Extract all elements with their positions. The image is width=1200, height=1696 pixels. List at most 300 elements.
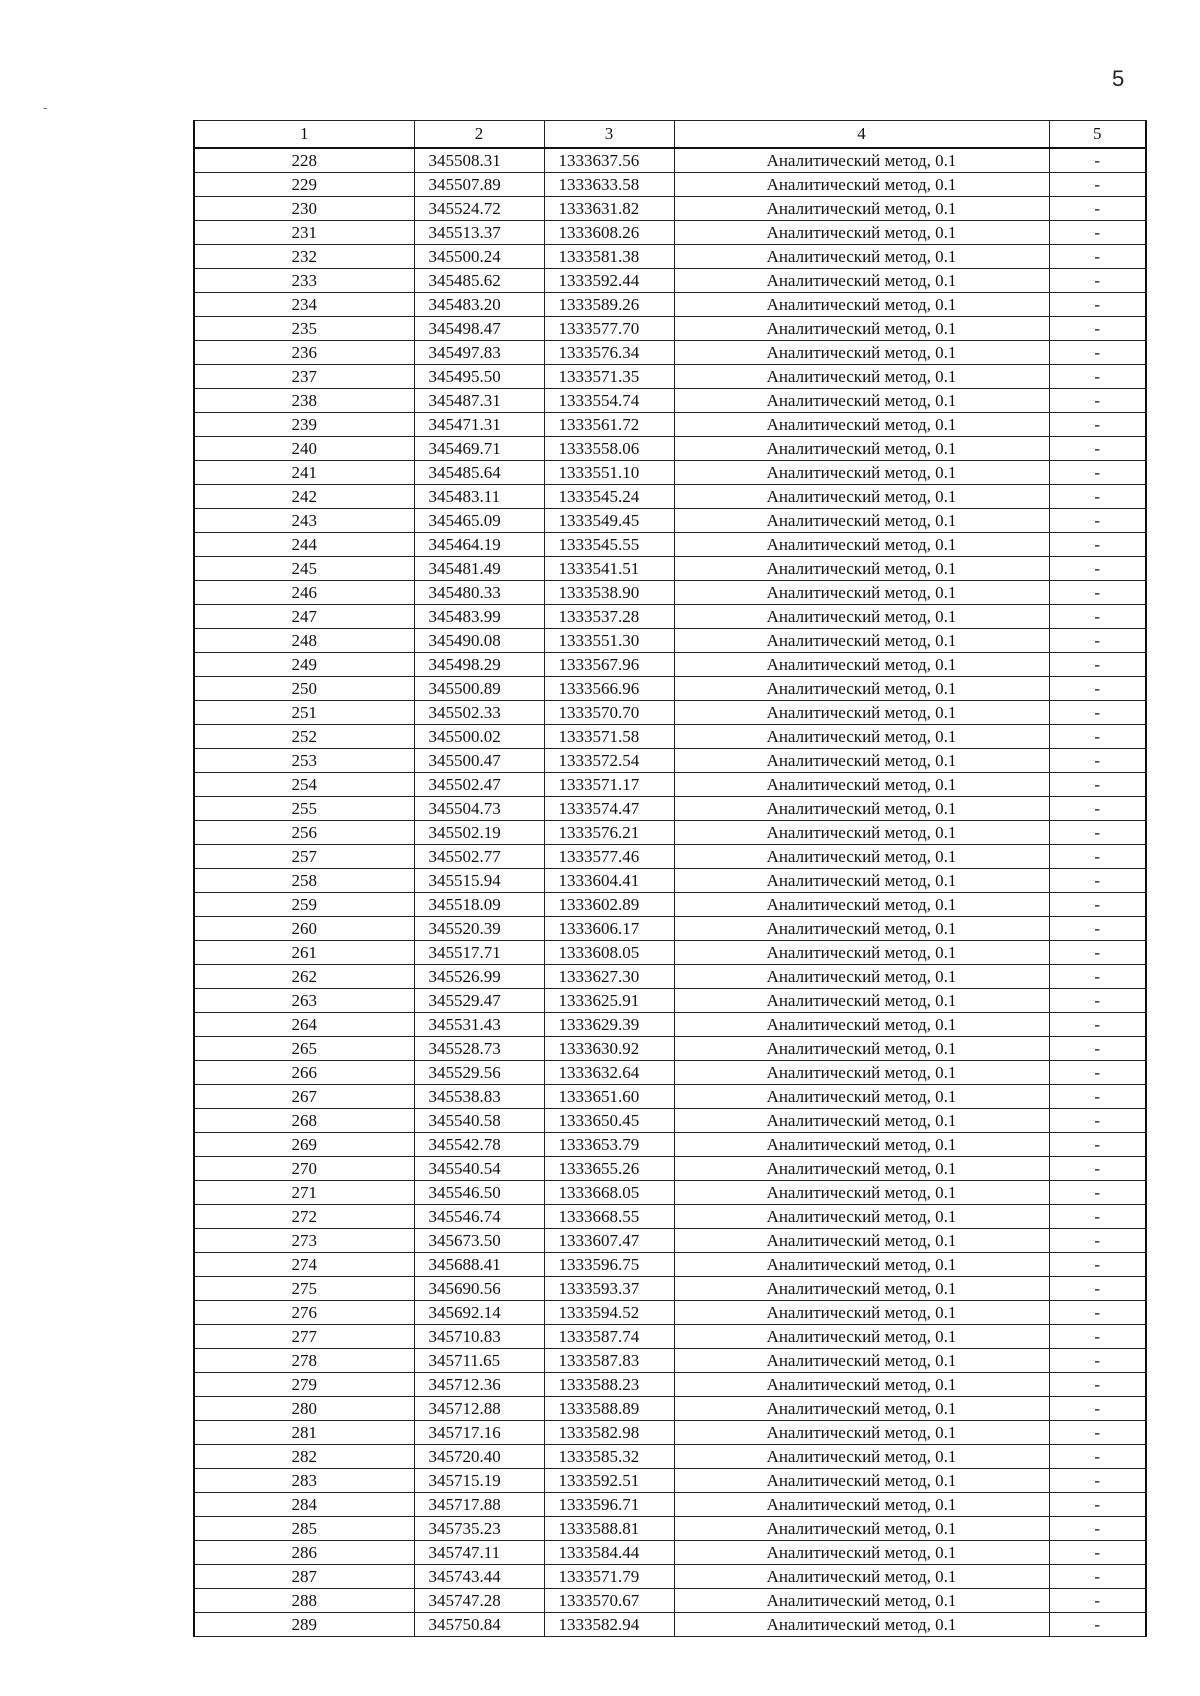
note-cell: - xyxy=(1049,1013,1146,1037)
table-body xyxy=(194,148,1146,1637)
x-coordinate-cell: 345483.20 xyxy=(414,293,544,317)
table-row xyxy=(194,509,1146,533)
x-coordinate-cell: 345688.41 xyxy=(414,1253,544,1277)
x-coordinate-cell: 345498.29 xyxy=(414,653,544,677)
point-number-cell: 263 xyxy=(194,989,414,1013)
method-cell: Аналитический метод, 0.1 xyxy=(674,1349,1049,1373)
note-cell: - xyxy=(1049,1061,1146,1085)
table-row xyxy=(194,1325,1146,1349)
y-coordinate-cell: 1333571.17 xyxy=(544,773,674,797)
table-row xyxy=(194,1349,1146,1373)
table-row xyxy=(194,1397,1146,1421)
note-cell: - xyxy=(1049,317,1146,341)
table-row xyxy=(194,221,1146,245)
note-cell: - xyxy=(1049,1157,1146,1181)
y-coordinate-cell: 1333593.37 xyxy=(544,1277,674,1301)
note-cell: - xyxy=(1049,1085,1146,1109)
point-number-cell: 260 xyxy=(194,917,414,941)
x-coordinate-cell: 345490.08 xyxy=(414,629,544,653)
x-coordinate-cell: 345500.47 xyxy=(414,749,544,773)
method-cell: Аналитический метод, 0.1 xyxy=(674,581,1049,605)
note-cell: - xyxy=(1049,1229,1146,1253)
x-coordinate-cell: 345502.19 xyxy=(414,821,544,845)
y-coordinate-cell: 1333594.52 xyxy=(544,1301,674,1325)
note-cell: - xyxy=(1049,245,1146,269)
x-coordinate-cell: 345471.31 xyxy=(414,413,544,437)
table-row xyxy=(194,773,1146,797)
method-cell: Аналитический метод, 0.1 xyxy=(674,797,1049,821)
x-coordinate-cell: 345540.54 xyxy=(414,1157,544,1181)
y-coordinate-cell: 1333541.51 xyxy=(544,557,674,581)
x-coordinate-cell: 345504.73 xyxy=(414,797,544,821)
y-coordinate-cell: 1333625.91 xyxy=(544,989,674,1013)
note-cell: - xyxy=(1049,1037,1146,1061)
x-coordinate-cell: 345743.44 xyxy=(414,1565,544,1589)
x-coordinate-cell: 345495.50 xyxy=(414,365,544,389)
method-cell: Аналитический метод, 0.1 xyxy=(674,1085,1049,1109)
point-number-cell: 281 xyxy=(194,1421,414,1445)
method-cell: Аналитический метод, 0.1 xyxy=(674,365,1049,389)
note-cell: - xyxy=(1049,413,1146,437)
y-coordinate-cell: 1333576.34 xyxy=(544,341,674,365)
x-coordinate-cell: 345747.11 xyxy=(414,1541,544,1565)
method-cell: Аналитический метод, 0.1 xyxy=(674,1133,1049,1157)
method-cell: Аналитический метод, 0.1 xyxy=(674,1013,1049,1037)
method-cell: Аналитический метод, 0.1 xyxy=(674,1397,1049,1421)
point-number-cell: 243 xyxy=(194,509,414,533)
x-coordinate-cell: 345538.83 xyxy=(414,1085,544,1109)
table-row xyxy=(194,1061,1146,1085)
method-cell: Аналитический метод, 0.1 xyxy=(674,1181,1049,1205)
point-number-cell: 261 xyxy=(194,941,414,965)
table-row xyxy=(194,461,1146,485)
method-cell: Аналитический метод, 0.1 xyxy=(674,893,1049,917)
method-cell: Аналитический метод, 0.1 xyxy=(674,677,1049,701)
point-number-cell: 253 xyxy=(194,749,414,773)
coordinates-table xyxy=(193,120,1147,1637)
header-col-4: 4 xyxy=(674,121,1049,149)
note-cell: - xyxy=(1049,1349,1146,1373)
x-coordinate-cell: 345524.72 xyxy=(414,197,544,221)
y-coordinate-cell: 1333572.54 xyxy=(544,749,674,773)
point-number-cell: 235 xyxy=(194,317,414,341)
method-cell: Аналитический метод, 0.1 xyxy=(674,1589,1049,1613)
method-cell: Аналитический метод, 0.1 xyxy=(674,605,1049,629)
y-coordinate-cell: 1333551.10 xyxy=(544,461,674,485)
table-row xyxy=(194,1541,1146,1565)
note-cell: - xyxy=(1049,965,1146,989)
y-coordinate-cell: 1333582.94 xyxy=(544,1613,674,1637)
x-coordinate-cell: 345712.88 xyxy=(414,1397,544,1421)
y-coordinate-cell: 1333630.92 xyxy=(544,1037,674,1061)
point-number-cell: 256 xyxy=(194,821,414,845)
table-row xyxy=(194,1277,1146,1301)
method-cell: Аналитический метод, 0.1 xyxy=(674,485,1049,509)
note-cell: - xyxy=(1049,749,1146,773)
point-number-cell: 257 xyxy=(194,845,414,869)
note-cell: - xyxy=(1049,389,1146,413)
y-coordinate-cell: 1333592.51 xyxy=(544,1469,674,1493)
point-number-cell: 231 xyxy=(194,221,414,245)
point-number-cell: 272 xyxy=(194,1205,414,1229)
table-row xyxy=(194,821,1146,845)
header-col-2: 2 xyxy=(414,121,544,149)
y-coordinate-cell: 1333570.67 xyxy=(544,1589,674,1613)
y-coordinate-cell: 1333538.90 xyxy=(544,581,674,605)
note-cell: - xyxy=(1049,1277,1146,1301)
method-cell: Аналитический метод, 0.1 xyxy=(674,148,1049,173)
point-number-cell: 254 xyxy=(194,773,414,797)
method-cell: Аналитический метод, 0.1 xyxy=(674,1109,1049,1133)
x-coordinate-cell: 345711.65 xyxy=(414,1349,544,1373)
y-coordinate-cell: 1333545.24 xyxy=(544,485,674,509)
method-cell: Аналитический метод, 0.1 xyxy=(674,1517,1049,1541)
table-row xyxy=(194,701,1146,725)
table-row xyxy=(194,173,1146,197)
table-row xyxy=(194,893,1146,917)
y-coordinate-cell: 1333549.45 xyxy=(544,509,674,533)
table-row xyxy=(194,1469,1146,1493)
note-cell: - xyxy=(1049,173,1146,197)
table-row xyxy=(194,1157,1146,1181)
note-cell: - xyxy=(1049,1133,1146,1157)
note-cell: - xyxy=(1049,1421,1146,1445)
method-cell: Аналитический метод, 0.1 xyxy=(674,917,1049,941)
method-cell: Аналитический метод, 0.1 xyxy=(674,1373,1049,1397)
x-coordinate-cell: 345502.33 xyxy=(414,701,544,725)
table-row xyxy=(194,245,1146,269)
y-coordinate-cell: 1333653.79 xyxy=(544,1133,674,1157)
x-coordinate-cell: 345720.40 xyxy=(414,1445,544,1469)
x-coordinate-cell: 345673.50 xyxy=(414,1229,544,1253)
method-cell: Аналитический метод, 0.1 xyxy=(674,1229,1049,1253)
x-coordinate-cell: 345715.19 xyxy=(414,1469,544,1493)
x-coordinate-cell: 345469.71 xyxy=(414,437,544,461)
note-cell: - xyxy=(1049,917,1146,941)
x-coordinate-cell: 345507.89 xyxy=(414,173,544,197)
table-row xyxy=(194,1109,1146,1133)
note-cell: - xyxy=(1049,1493,1146,1517)
point-number-cell: 242 xyxy=(194,485,414,509)
point-number-cell: 277 xyxy=(194,1325,414,1349)
method-cell: Аналитический метод, 0.1 xyxy=(674,293,1049,317)
y-coordinate-cell: 1333627.30 xyxy=(544,965,674,989)
table-row xyxy=(194,557,1146,581)
method-cell: Аналитический метод, 0.1 xyxy=(674,1325,1049,1349)
y-coordinate-cell: 1333631.82 xyxy=(544,197,674,221)
point-number-cell: 250 xyxy=(194,677,414,701)
point-number-cell: 288 xyxy=(194,1589,414,1613)
note-cell: - xyxy=(1049,557,1146,581)
note-cell: - xyxy=(1049,1517,1146,1541)
note-cell: - xyxy=(1049,845,1146,869)
y-coordinate-cell: 1333577.70 xyxy=(544,317,674,341)
table-row xyxy=(194,677,1146,701)
table-row xyxy=(194,1565,1146,1589)
point-number-cell: 274 xyxy=(194,1253,414,1277)
x-coordinate-cell: 345464.19 xyxy=(414,533,544,557)
point-number-cell: 287 xyxy=(194,1565,414,1589)
table-row xyxy=(194,1037,1146,1061)
table-row xyxy=(194,725,1146,749)
point-number-cell: 241 xyxy=(194,461,414,485)
page-number: 5 xyxy=(1112,66,1125,91)
x-coordinate-cell: 345529.56 xyxy=(414,1061,544,1085)
table-row xyxy=(194,1181,1146,1205)
y-coordinate-cell: 1333561.72 xyxy=(544,413,674,437)
table-row xyxy=(194,653,1146,677)
x-coordinate-cell: 345750.84 xyxy=(414,1613,544,1637)
y-coordinate-cell: 1333651.60 xyxy=(544,1085,674,1109)
method-cell: Аналитический метод, 0.1 xyxy=(674,269,1049,293)
x-coordinate-cell: 345513.37 xyxy=(414,221,544,245)
method-cell: Аналитический метод, 0.1 xyxy=(674,1541,1049,1565)
point-number-cell: 262 xyxy=(194,965,414,989)
point-number-cell: 248 xyxy=(194,629,414,653)
table-row xyxy=(194,1253,1146,1277)
table-row xyxy=(194,197,1146,221)
note-cell: - xyxy=(1049,893,1146,917)
x-coordinate-cell: 345500.02 xyxy=(414,725,544,749)
table-row xyxy=(194,341,1146,365)
x-coordinate-cell: 345690.56 xyxy=(414,1277,544,1301)
table-row xyxy=(194,1085,1146,1109)
method-cell: Аналитический метод, 0.1 xyxy=(674,1493,1049,1517)
method-cell: Аналитический метод, 0.1 xyxy=(674,317,1049,341)
note-cell: - xyxy=(1049,677,1146,701)
table-row xyxy=(194,797,1146,821)
table-row xyxy=(194,413,1146,437)
table-row xyxy=(194,148,1146,173)
y-coordinate-cell: 1333604.41 xyxy=(544,869,674,893)
note-cell: - xyxy=(1049,437,1146,461)
table-row xyxy=(194,1589,1146,1613)
table-row xyxy=(194,485,1146,509)
note-cell: - xyxy=(1049,1589,1146,1613)
table-row xyxy=(194,1205,1146,1229)
y-coordinate-cell: 1333537.28 xyxy=(544,605,674,629)
point-number-cell: 245 xyxy=(194,557,414,581)
note-cell: - xyxy=(1049,1445,1146,1469)
method-cell: Аналитический метод, 0.1 xyxy=(674,437,1049,461)
note-cell: - xyxy=(1049,1373,1146,1397)
x-coordinate-cell: 345487.31 xyxy=(414,389,544,413)
note-cell: - xyxy=(1049,221,1146,245)
table-row xyxy=(194,1493,1146,1517)
point-number-cell: 268 xyxy=(194,1109,414,1133)
note-cell: - xyxy=(1049,629,1146,653)
method-cell: Аналитический метод, 0.1 xyxy=(674,557,1049,581)
y-coordinate-cell: 1333570.70 xyxy=(544,701,674,725)
method-cell: Аналитический метод, 0.1 xyxy=(674,845,1049,869)
x-coordinate-cell: 345485.62 xyxy=(414,269,544,293)
point-number-cell: 251 xyxy=(194,701,414,725)
point-number-cell: 269 xyxy=(194,1133,414,1157)
method-cell: Аналитический метод, 0.1 xyxy=(674,389,1049,413)
x-coordinate-cell: 345502.47 xyxy=(414,773,544,797)
method-cell: Аналитический метод, 0.1 xyxy=(674,941,1049,965)
x-coordinate-cell: 345465.09 xyxy=(414,509,544,533)
method-cell: Аналитический метод, 0.1 xyxy=(674,1157,1049,1181)
method-cell: Аналитический метод, 0.1 xyxy=(674,509,1049,533)
y-coordinate-cell: 1333554.74 xyxy=(544,389,674,413)
point-number-cell: 273 xyxy=(194,1229,414,1253)
method-cell: Аналитический метод, 0.1 xyxy=(674,341,1049,365)
table-row xyxy=(194,389,1146,413)
method-cell: Аналитический метод, 0.1 xyxy=(674,173,1049,197)
method-cell: Аналитический метод, 0.1 xyxy=(674,653,1049,677)
y-coordinate-cell: 1333632.64 xyxy=(544,1061,674,1085)
point-number-cell: 255 xyxy=(194,797,414,821)
table-row xyxy=(194,845,1146,869)
point-number-cell: 258 xyxy=(194,869,414,893)
table-row xyxy=(194,1421,1146,1445)
point-number-cell: 282 xyxy=(194,1445,414,1469)
method-cell: Аналитический метод, 0.1 xyxy=(674,725,1049,749)
header-col-5: 5 xyxy=(1049,121,1146,149)
y-coordinate-cell: 1333668.55 xyxy=(544,1205,674,1229)
table-row xyxy=(194,1517,1146,1541)
table-row xyxy=(194,1013,1146,1037)
note-cell: - xyxy=(1049,989,1146,1013)
y-coordinate-cell: 1333582.98 xyxy=(544,1421,674,1445)
method-cell: Аналитический метод, 0.1 xyxy=(674,749,1049,773)
note-cell: - xyxy=(1049,1397,1146,1421)
y-coordinate-cell: 1333577.46 xyxy=(544,845,674,869)
x-coordinate-cell: 345526.99 xyxy=(414,965,544,989)
x-coordinate-cell: 345546.50 xyxy=(414,1181,544,1205)
note-cell: - xyxy=(1049,341,1146,365)
note-cell: - xyxy=(1049,148,1146,173)
x-coordinate-cell: 345497.83 xyxy=(414,341,544,365)
y-coordinate-cell: 1333588.23 xyxy=(544,1373,674,1397)
point-number-cell: 244 xyxy=(194,533,414,557)
y-coordinate-cell: 1333576.21 xyxy=(544,821,674,845)
scan-speck xyxy=(44,108,47,109)
note-cell: - xyxy=(1049,1541,1146,1565)
note-cell: - xyxy=(1049,821,1146,845)
y-coordinate-cell: 1333571.35 xyxy=(544,365,674,389)
y-coordinate-cell: 1333545.55 xyxy=(544,533,674,557)
method-cell: Аналитический метод, 0.1 xyxy=(674,1061,1049,1085)
table-row xyxy=(194,629,1146,653)
method-cell: Аналитический метод, 0.1 xyxy=(674,773,1049,797)
point-number-cell: 239 xyxy=(194,413,414,437)
note-cell: - xyxy=(1049,605,1146,629)
y-coordinate-cell: 1333584.44 xyxy=(544,1541,674,1565)
y-coordinate-cell: 1333585.32 xyxy=(544,1445,674,1469)
table-row xyxy=(194,365,1146,389)
point-number-cell: 267 xyxy=(194,1085,414,1109)
method-cell: Аналитический метод, 0.1 xyxy=(674,461,1049,485)
method-cell: Аналитический метод, 0.1 xyxy=(674,989,1049,1013)
x-coordinate-cell: 345546.74 xyxy=(414,1205,544,1229)
method-cell: Аналитический метод, 0.1 xyxy=(674,1565,1049,1589)
note-cell: - xyxy=(1049,1181,1146,1205)
table-row xyxy=(194,1613,1146,1637)
y-coordinate-cell: 1333587.83 xyxy=(544,1349,674,1373)
point-number-cell: 266 xyxy=(194,1061,414,1085)
method-cell: Аналитический метод, 0.1 xyxy=(674,1253,1049,1277)
point-number-cell: 247 xyxy=(194,605,414,629)
point-number-cell: 284 xyxy=(194,1493,414,1517)
y-coordinate-cell: 1333608.26 xyxy=(544,221,674,245)
method-cell: Аналитический метод, 0.1 xyxy=(674,533,1049,557)
y-coordinate-cell: 1333650.45 xyxy=(544,1109,674,1133)
note-cell: - xyxy=(1049,581,1146,605)
note-cell: - xyxy=(1049,533,1146,557)
method-cell: Аналитический метод, 0.1 xyxy=(674,1613,1049,1637)
y-coordinate-cell: 1333637.56 xyxy=(544,148,674,173)
point-number-cell: 234 xyxy=(194,293,414,317)
method-cell: Аналитический метод, 0.1 xyxy=(674,1037,1049,1061)
note-cell: - xyxy=(1049,485,1146,509)
note-cell: - xyxy=(1049,1301,1146,1325)
table-row xyxy=(194,605,1146,629)
y-coordinate-cell: 1333581.38 xyxy=(544,245,674,269)
y-coordinate-cell: 1333558.06 xyxy=(544,437,674,461)
x-coordinate-cell: 345717.16 xyxy=(414,1421,544,1445)
point-number-cell: 289 xyxy=(194,1613,414,1637)
x-coordinate-cell: 345528.73 xyxy=(414,1037,544,1061)
method-cell: Аналитический метод, 0.1 xyxy=(674,1445,1049,1469)
method-cell: Аналитический метод, 0.1 xyxy=(674,197,1049,221)
table-row xyxy=(194,1445,1146,1469)
y-coordinate-cell: 1333589.26 xyxy=(544,293,674,317)
table-row xyxy=(194,317,1146,341)
note-cell: - xyxy=(1049,941,1146,965)
y-coordinate-cell: 1333566.96 xyxy=(544,677,674,701)
x-coordinate-cell: 345735.23 xyxy=(414,1517,544,1541)
y-coordinate-cell: 1333596.71 xyxy=(544,1493,674,1517)
y-coordinate-cell: 1333633.58 xyxy=(544,173,674,197)
point-number-cell: 286 xyxy=(194,1541,414,1565)
table-row xyxy=(194,917,1146,941)
table-row xyxy=(194,1229,1146,1253)
note-cell: - xyxy=(1049,869,1146,893)
x-coordinate-cell: 345518.09 xyxy=(414,893,544,917)
x-coordinate-cell: 345483.11 xyxy=(414,485,544,509)
method-cell: Аналитический метод, 0.1 xyxy=(674,1421,1049,1445)
header-col-1: 1 xyxy=(194,121,414,149)
note-cell: - xyxy=(1049,1253,1146,1277)
point-number-cell: 236 xyxy=(194,341,414,365)
point-number-cell: 285 xyxy=(194,1517,414,1541)
table-row xyxy=(194,1373,1146,1397)
x-coordinate-cell: 345529.47 xyxy=(414,989,544,1013)
point-number-cell: 237 xyxy=(194,365,414,389)
header-row xyxy=(194,121,1146,149)
y-coordinate-cell: 1333551.30 xyxy=(544,629,674,653)
header-col-3: 3 xyxy=(544,121,674,149)
x-coordinate-cell: 345485.64 xyxy=(414,461,544,485)
point-number-cell: 232 xyxy=(194,245,414,269)
method-cell: Аналитический метод, 0.1 xyxy=(674,1301,1049,1325)
point-number-cell: 228 xyxy=(194,148,414,173)
x-coordinate-cell: 345502.77 xyxy=(414,845,544,869)
point-number-cell: 270 xyxy=(194,1157,414,1181)
note-cell: - xyxy=(1049,725,1146,749)
x-coordinate-cell: 345517.71 xyxy=(414,941,544,965)
point-number-cell: 238 xyxy=(194,389,414,413)
x-coordinate-cell: 345692.14 xyxy=(414,1301,544,1325)
note-cell: - xyxy=(1049,1109,1146,1133)
method-cell: Аналитический метод, 0.1 xyxy=(674,869,1049,893)
point-number-cell: 259 xyxy=(194,893,414,917)
note-cell: - xyxy=(1049,797,1146,821)
table-row xyxy=(194,989,1146,1013)
x-coordinate-cell: 345712.36 xyxy=(414,1373,544,1397)
